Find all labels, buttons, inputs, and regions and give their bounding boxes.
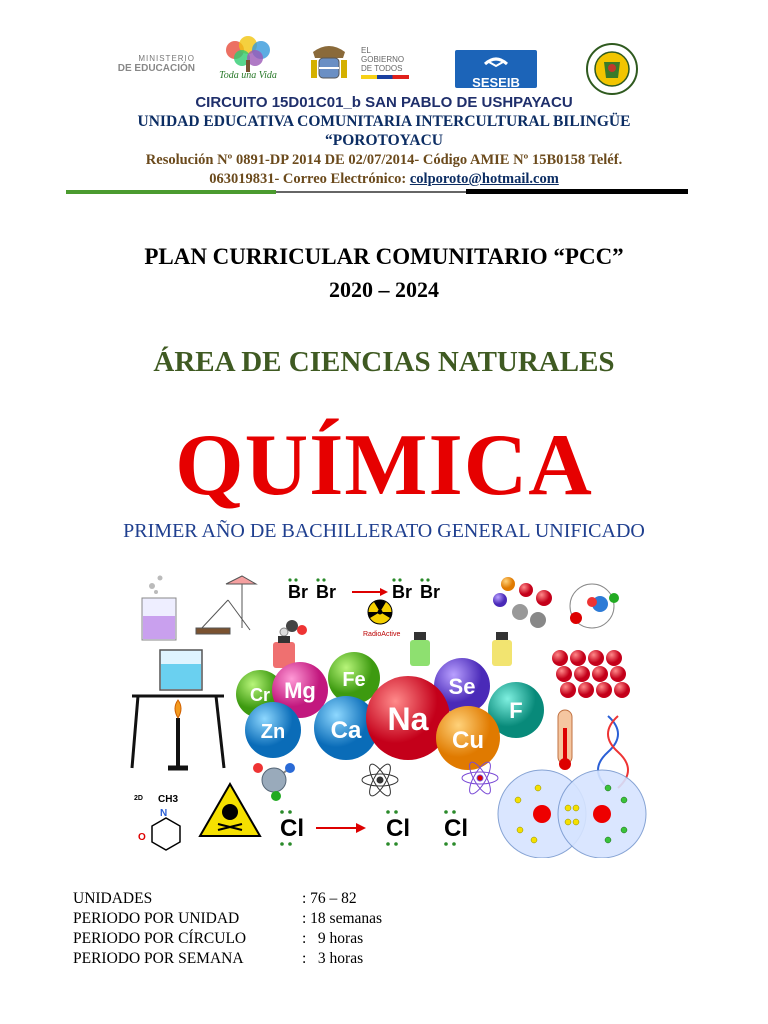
school-name-line: “POROTOYACU: [325, 132, 443, 149]
radioactive-icon: [363, 600, 400, 638]
element-na: Na: [387, 701, 429, 737]
info-value: : 3 horas: [302, 950, 364, 967]
br-left-1: Br: [288, 582, 309, 602]
poison-bottle-yellow: [492, 632, 512, 666]
gobierno-flag-stripe: [361, 75, 409, 79]
info-label: PERIODO POR UNIDAD: [73, 910, 240, 927]
element-cu: Cu: [452, 727, 484, 754]
area-title: ÁREA DE CIENCIAS NATURALES: [153, 346, 615, 378]
book-icon: [455, 50, 537, 70]
ministerio-logo: [95, 54, 195, 74]
chlorine-reaction: [280, 810, 468, 846]
ministerio-line2: DE EDUCACIÓN: [117, 63, 195, 74]
small-molecule-icon: [280, 620, 307, 636]
resolucion-line: Resolución Nº 0891-DP 2014 DE 02/07/2014- Código AMIE Nº 15B0158 Teléf.: [145, 152, 623, 168]
element-mg: Mg: [284, 678, 316, 703]
cl-middle: Cl: [386, 815, 410, 842]
label-2d: 2D: [134, 795, 143, 802]
phone-email-label: 063019831- Correo Electrónico:: [209, 171, 410, 187]
level-subtitle: PRIMER AÑO DE BACHILLERATO GENERAL UNIFICADO: [123, 520, 645, 542]
seseib-text: SESEIB: [472, 75, 520, 90]
plan-years: 2020 – 2024: [329, 277, 439, 302]
subject-title: QUÍMICA: [175, 417, 593, 514]
cl-left: Cl: [280, 815, 304, 842]
gobierno-line2: GOBIERNO: [361, 55, 405, 64]
lab-apparatus-icon: [196, 576, 256, 634]
toda-una-vida-logo: [215, 36, 281, 88]
atom-ions-icon: [570, 584, 619, 628]
element-fe: Fe: [342, 669, 366, 691]
toda-una-vida-text: Toda una Vida: [219, 70, 277, 81]
ecuador-coat-of-arms: [307, 42, 351, 86]
gobierno-line3: DE TODOS: [361, 64, 403, 73]
chemistry-collage: [130, 568, 650, 858]
toxic-warning-icon: [200, 784, 260, 836]
poison-bottle-green: [410, 632, 430, 666]
radioactive-label: RadioActive: [363, 631, 401, 638]
atom-orbit-icon: [362, 761, 398, 798]
formula-ch3: CH3: [158, 794, 179, 805]
element-se: Se: [448, 674, 476, 699]
school-seal: [585, 42, 639, 96]
covalent-bond-icon: [498, 770, 646, 858]
element-cr: Cr: [249, 685, 271, 705]
gobierno-line1: EL: [361, 46, 371, 55]
element-f: F: [509, 698, 523, 723]
thermometer-icon: [558, 710, 572, 770]
bunsen-burner-icon: [132, 650, 224, 768]
br-left-2: Br: [316, 582, 337, 602]
poison-bottle-red: [273, 636, 295, 668]
cl-right: Cl: [444, 815, 468, 842]
info-value: : 9 horas: [302, 930, 364, 947]
molecule-cluster-icon: [493, 577, 552, 628]
br-right-1: Br: [392, 582, 413, 602]
beaker-icon: [142, 576, 176, 641]
divider-gray: [276, 191, 466, 193]
email-link[interactable]: colporoto@hotmail.com: [409, 171, 559, 187]
gobierno-logo: [361, 46, 421, 79]
structural-formula-icon: [134, 794, 180, 850]
info-label: PERIODO POR CÍRCULO: [73, 930, 247, 947]
br-right-2: Br: [420, 582, 441, 602]
seseib-logo: [455, 50, 537, 88]
element-spheres: [236, 652, 544, 770]
plan-title: PLAN CURRICULAR COMUNITARIO “PCC”: [144, 244, 624, 269]
info-value: : 18 semanas: [302, 910, 383, 927]
ministerio-line1: MINISTERIO: [138, 54, 195, 63]
element-ca: Ca: [330, 717, 362, 744]
logo-bar: [95, 36, 675, 94]
unidad-line: UNIDAD EDUCATIVA COMUNITARIA INTERCULTURAL BILINGÜE: [137, 113, 631, 130]
divider-black: [466, 189, 688, 194]
info-value: : 76 – 82: [302, 890, 357, 907]
bromine-reaction: [288, 578, 440, 602]
element-zn: Zn: [260, 721, 286, 743]
ball-stick-molecule-icon: [253, 763, 295, 801]
info-label: PERIODO POR SEMANA: [73, 950, 244, 967]
divider-green: [66, 190, 276, 194]
formula-o: O: [138, 832, 146, 843]
contact-line: [0, 171, 768, 188]
circuito-line: CIRCUITO 15D01C01_b SAN PABLO DE USHPAYACU: [195, 94, 573, 111]
crystal-lattice-icon: [552, 650, 630, 698]
info-label: UNIDADES: [73, 890, 153, 907]
formula-n: N: [160, 808, 168, 819]
